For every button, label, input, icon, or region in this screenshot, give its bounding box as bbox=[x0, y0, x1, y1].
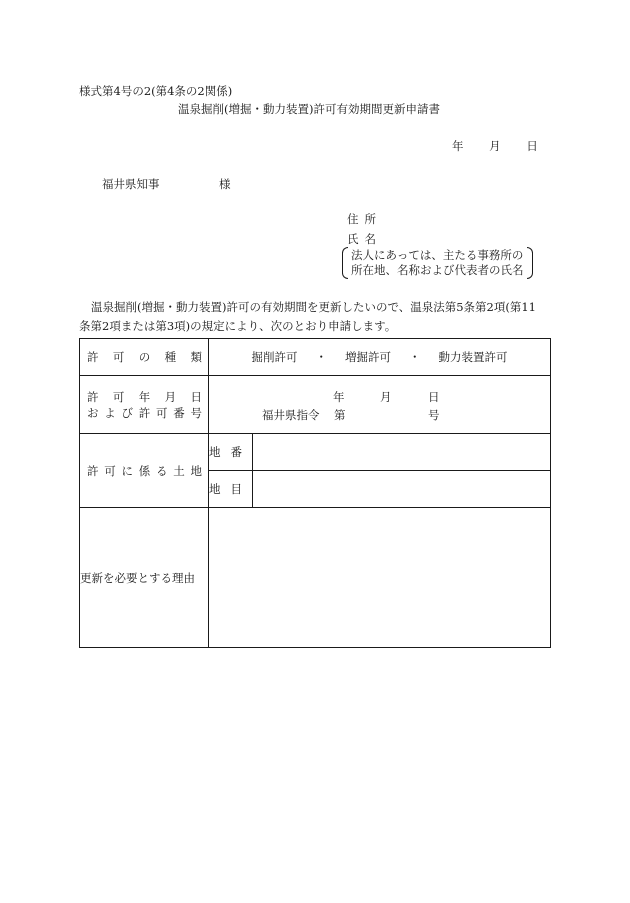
permit-date-label-cell bbox=[80, 376, 209, 434]
lot-number-label-cell bbox=[209, 434, 253, 471]
option-separator: ・ bbox=[315, 350, 327, 364]
date-year: 年 bbox=[452, 139, 464, 153]
addressee-honorific: 様 bbox=[219, 177, 231, 191]
application-form-table bbox=[79, 338, 551, 648]
permit-date-field[interactable] bbox=[209, 376, 551, 434]
name-label: 氏名 bbox=[347, 232, 382, 246]
permit-date-char: 月 bbox=[164, 389, 177, 404]
bracket-left bbox=[342, 247, 348, 279]
permit-date-char: 可 bbox=[112, 389, 125, 404]
option-separator: ・ bbox=[409, 350, 421, 364]
date-day: 日 bbox=[526, 139, 538, 153]
row-land-lot bbox=[80, 434, 551, 471]
lot-number-label: 地番 bbox=[209, 445, 252, 459]
land-category-field[interactable] bbox=[253, 471, 551, 508]
document-title: 温泉掘削(増掘・動力装置)許可有効期間更新申請書 bbox=[178, 102, 440, 116]
permit-number-char: び bbox=[121, 405, 133, 420]
permit-dai: 第 bbox=[334, 407, 346, 422]
permit-go: 号 bbox=[428, 407, 440, 422]
permit-number-char: よ bbox=[104, 405, 116, 420]
permit-day: 日 bbox=[428, 389, 440, 404]
permit-kind-char: 種 bbox=[164, 350, 177, 364]
land-label-char: る bbox=[156, 463, 168, 478]
permit-date-char: 許 bbox=[87, 389, 99, 404]
option-deepening[interactable]: 増掘許可 bbox=[345, 350, 391, 364]
corporate-note bbox=[342, 247, 533, 279]
address-label: 住所 bbox=[347, 212, 382, 226]
statement-line1: 温泉掘削(増掘・動力装置)許可の有効期間を更新したいので、温泉法第5条第2項(第11 bbox=[91, 300, 536, 314]
permit-date-char: 日 bbox=[190, 389, 202, 404]
reason-field[interactable] bbox=[209, 508, 551, 648]
bracket-right bbox=[527, 247, 533, 279]
permit-number-char: 可 bbox=[156, 405, 168, 420]
land-label-char: 地 bbox=[190, 463, 202, 478]
land-label-char: に bbox=[121, 463, 133, 478]
addressee-governor: 福井県知事 bbox=[102, 177, 160, 191]
row-permit-date bbox=[80, 376, 551, 434]
permit-kind-char: 許 bbox=[87, 350, 99, 364]
land-label-char: 許 bbox=[87, 463, 99, 478]
permit-number-char: 番 bbox=[173, 405, 185, 420]
corporate-note-line1: 法人にあっては、主たる事務所の bbox=[351, 248, 524, 262]
land-category-label-cell bbox=[209, 471, 253, 508]
reason-label-cell bbox=[80, 508, 209, 648]
statement-line2: 条第2項または第3項)の規定により、次のとおり申請します。 bbox=[79, 319, 397, 333]
permit-kind-char: 類 bbox=[190, 350, 202, 364]
permit-number-char: 号 bbox=[190, 405, 202, 420]
land-label-char: 土 bbox=[173, 463, 185, 478]
option-power-device[interactable]: 動力装置許可 bbox=[438, 350, 508, 364]
permit-number-char: 許 bbox=[138, 405, 151, 420]
corporate-note-line2: 所在地、名称および代表者の氏名 bbox=[351, 263, 524, 277]
permit-kind-label-cell bbox=[80, 339, 209, 376]
lot-number-field[interactable] bbox=[253, 434, 551, 471]
permit-kind-options[interactable] bbox=[209, 339, 551, 376]
permit-kind-char: の bbox=[138, 350, 151, 364]
reason-label: 更新を必要とする理由 bbox=[80, 570, 195, 585]
land-label-char: 可 bbox=[104, 463, 116, 478]
permit-date-char: 年 bbox=[138, 389, 151, 404]
option-excavation[interactable]: 掘削許可 bbox=[251, 350, 298, 364]
form-number: 様式第4号の2(第4条の2関係) bbox=[79, 84, 233, 98]
land-label-char: 係 bbox=[138, 463, 151, 478]
permit-directive: 福井県指令 bbox=[262, 407, 320, 422]
row-permit-kind bbox=[80, 339, 551, 376]
land-label-cell bbox=[80, 434, 209, 508]
land-category-label: 地目 bbox=[209, 482, 252, 496]
application-date bbox=[452, 138, 538, 154]
permit-number-char: お bbox=[87, 405, 99, 420]
permit-year: 年 bbox=[333, 389, 345, 404]
permit-month: 月 bbox=[380, 389, 392, 404]
permit-kind-char: 可 bbox=[112, 350, 125, 364]
application-statement bbox=[79, 298, 551, 336]
date-month: 月 bbox=[489, 139, 501, 153]
row-reason bbox=[80, 508, 551, 648]
